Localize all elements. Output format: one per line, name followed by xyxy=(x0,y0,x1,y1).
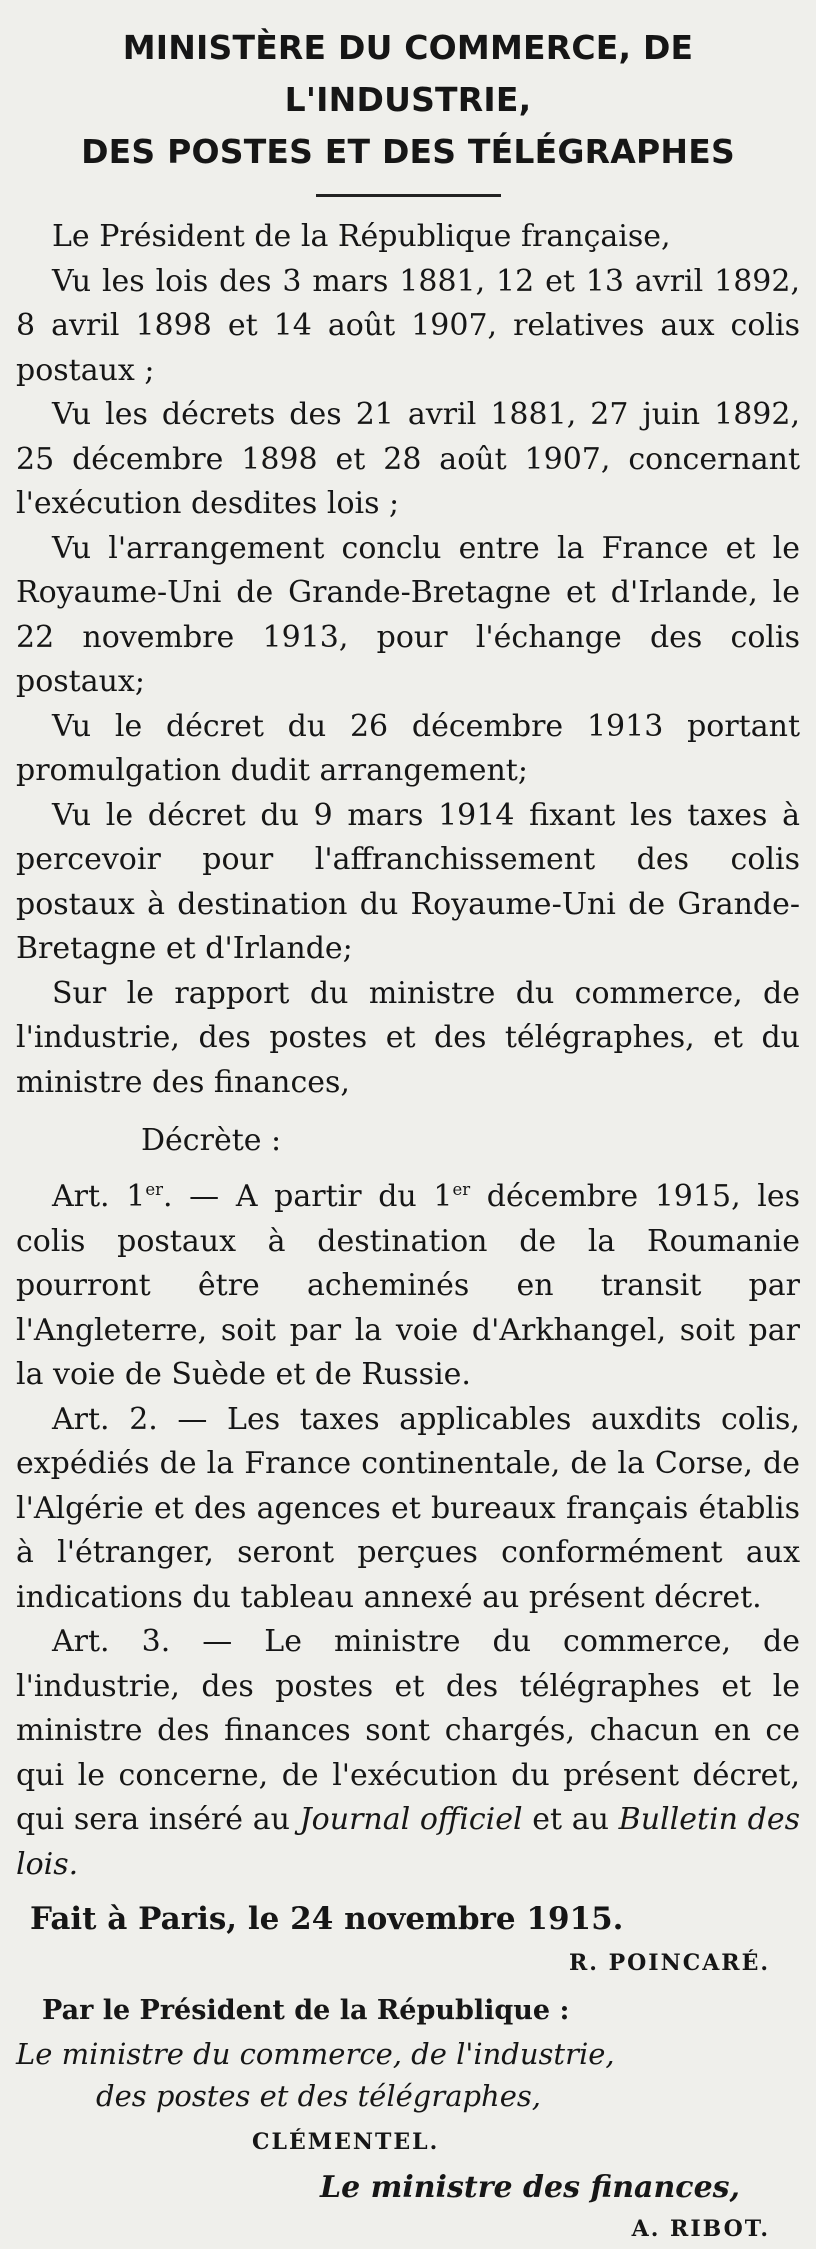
article-1-pre: . — A partir du 1 xyxy=(163,1179,453,1214)
fait-a-paris: Fait à Paris, le 24 novembre 1915. xyxy=(30,1901,624,1937)
article-2: Art. 2. — Les taxes applicables auxdits colis, expédiés de la France continentale, de la Corse, de l'Algérie et des agences et bureaux français établis à l'étranger, seront perçues conformément aux indications du tableau annexé au présent décret. xyxy=(16,1401,800,1615)
minister-commerce-line-2: des postes et des télégraphes, xyxy=(96,2079,541,2113)
article-1-date-sup: er xyxy=(452,1180,471,1199)
minister-commerce-line-1: Le ministre du commerce, de l'industrie, xyxy=(16,2037,615,2071)
decrete-label: Décrète : xyxy=(141,1123,282,1158)
preamble-vu-arrangement: Vu l'arrangement conclu entre la France et le Royaume-Uni de Grande-Bretagne et d'Irlande, le 22 novembre 1913, pour l'échange des colis postaux; xyxy=(16,530,800,699)
article-1-sup: er xyxy=(145,1180,163,1199)
article-3-join: et au xyxy=(522,1802,619,1837)
article-3 xyxy=(16,1620,800,1887)
journal-officiel-ref: Journal officiel xyxy=(299,1802,523,1837)
signature-clementel: CLÉMENTEL. xyxy=(252,2129,440,2155)
article-1-text: décembre 1915, les colis postaux à destination de la Roumanie pourront être acheminés en transit par l'Angleterre, soit par la voie d'Arkhangel, soit par la voie de Suède et de Russie. xyxy=(16,1179,800,1392)
preamble-vu-decret-1914: Vu le décret du 9 mars 1914 fixant les taxes à percevoir pour l'affranchissement des colis postaux à destination du Royaume-Uni de Grande-Bretagne et d'Irlande; xyxy=(16,797,800,966)
preamble-vu-decret-1913: Vu le décret du 26 décembre 1913 portant promulgation dudit arrangement; xyxy=(16,708,800,788)
signature-poincare: R. POINCARÉ. xyxy=(569,1950,770,1976)
preamble-vu-lois: Vu les lois des 3 mars 1881, 12 et 13 avril 1892, 8 avril 1898 et 14 août 1907, relatives aux colis postaux ; xyxy=(16,263,800,388)
bulletin-des-lois-ref: Bulletin des lois. xyxy=(16,1802,801,1882)
heading-line-1: MINISTÈRE DU COMMERCE, DE L'INDUSTRIE, xyxy=(122,28,694,119)
par-le-president: Par le Président de la République : xyxy=(42,1995,570,2026)
preamble-president: Le Président de la République française, xyxy=(52,219,671,254)
preamble-vu-decrets: Vu les décrets des 21 avril 1881, 27 juin 1892, 25 décembre 1898 et 28 août 1907, concernant l'exécution desdites lois ; xyxy=(16,397,800,521)
ministry-heading xyxy=(16,22,800,178)
article-1 xyxy=(16,1175,800,1398)
preamble xyxy=(16,215,800,1105)
minister-finances: Le ministre des finances, xyxy=(319,2170,740,2205)
heading-line-2: DES POSTES ET DES TÉLÉGRAPHES xyxy=(81,132,735,171)
article-1-label: Art. 1 xyxy=(52,1179,146,1214)
preamble-rapport: Sur le rapport du ministre du commerce, de l'industrie, des postes et des télégraphes, et du ministre des finances, xyxy=(16,975,800,1100)
heading-divider xyxy=(316,194,501,197)
signature-ribot: A. RIBOT. xyxy=(631,2216,770,2242)
article-3-text: Art. 3. — Le ministre du commerce, de l'industrie, des postes et des télégraphes et le ministre des finances sont chargés, chacun en ce qui le concerne, de l'exécution du présent décret, qui sera inséré au xyxy=(16,1624,800,1837)
